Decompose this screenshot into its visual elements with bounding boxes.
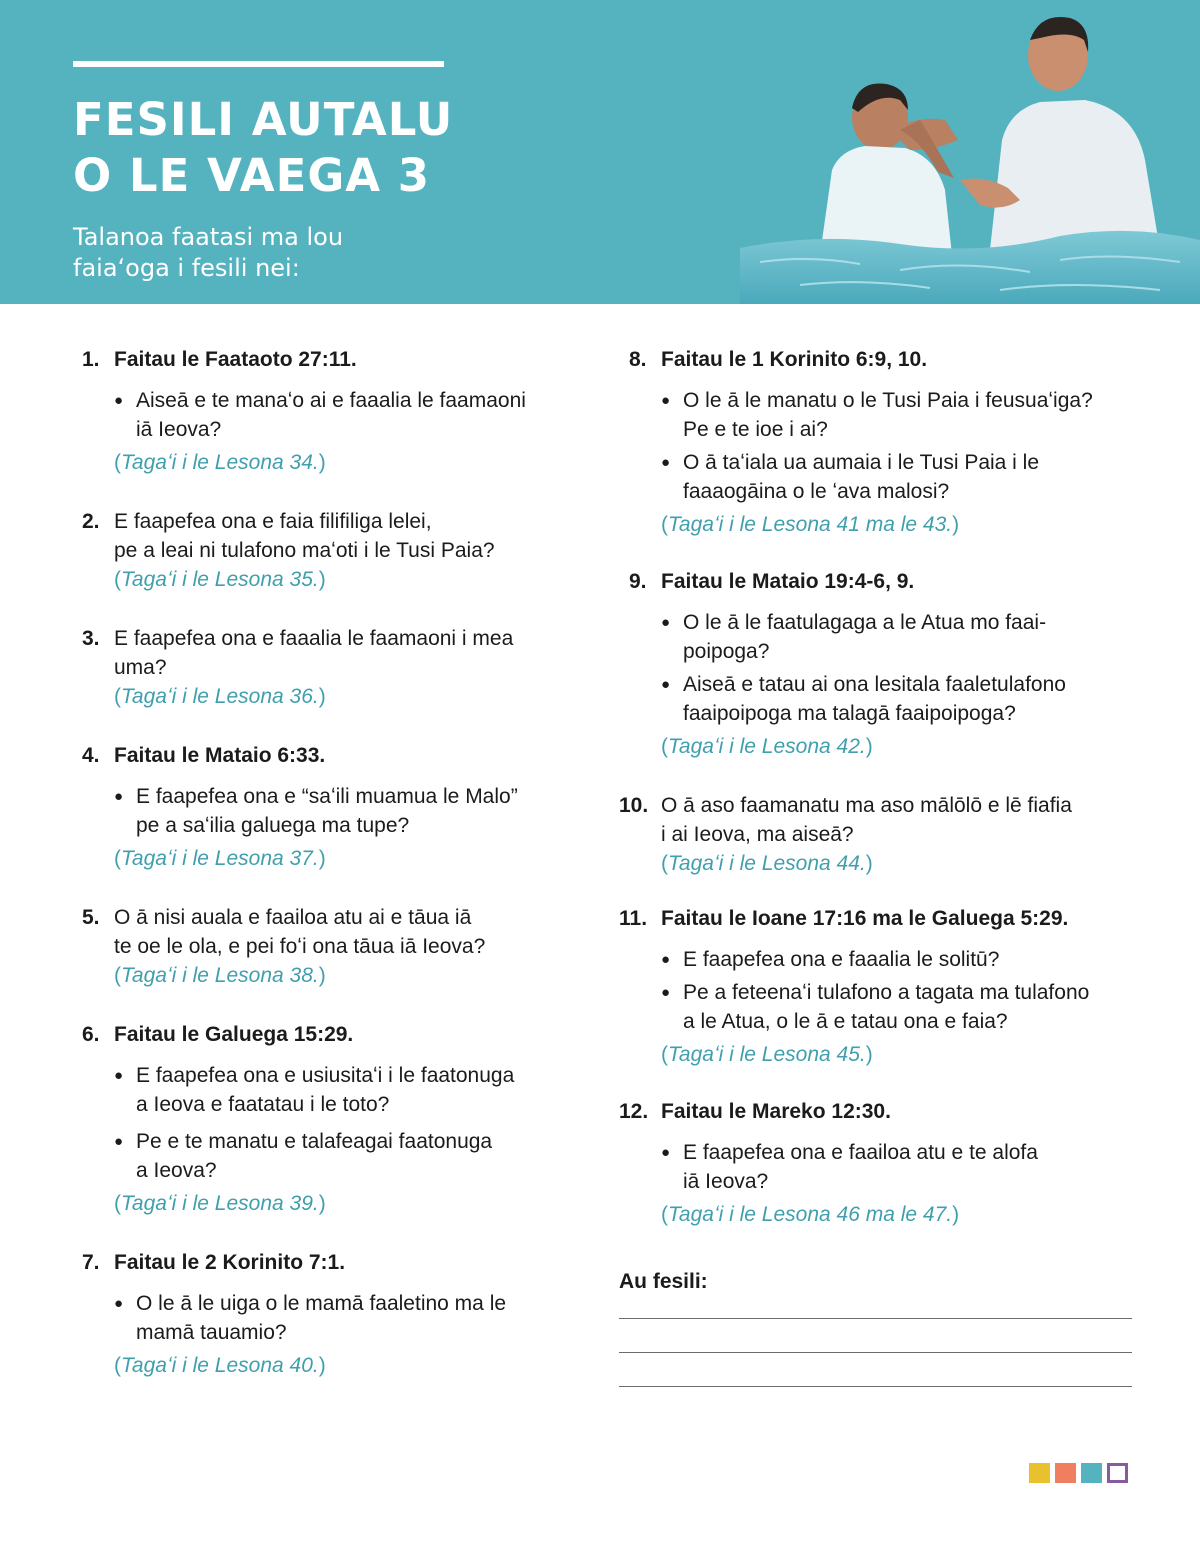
- bullet-item: ● O le ā le faatulagaga a le Atua mo faai- poipoga?: [661, 611, 1047, 663]
- bullet-item: ● E faapefea ona e “saʻili muamua le Malo” pe a saʻilia galuega ma tupe?: [114, 785, 518, 837]
- answer-line[interactable]: [619, 1352, 1132, 1353]
- lesson-reference: (Tagaʻi i le Lesona 44.): [661, 852, 873, 875]
- teal-square: [1081, 1463, 1102, 1483]
- lesson-reference: (Tagaʻi i le Lesona 45.): [661, 1043, 873, 1066]
- question-4: 4. Faitau le Mataio 6:33. ● E faapefea ona e “saʻili muamua le Malo” pe a saʻilia galuega ma tupe? (Tagaʻi i le Lesona 37.): [82, 741, 572, 873]
- lesson-reference: (Tagaʻi i le Lesona 41 ma le 43.): [661, 513, 960, 536]
- bullet-item: ● E faapefea ona e usiusitaʻi i le faatonuga a Ieova e faatatau i le toto?: [114, 1064, 515, 1116]
- color-squares: [1029, 1463, 1128, 1483]
- answer-line[interactable]: [619, 1386, 1132, 1387]
- question-12: 12. Faitau le Mareko 12:30. ● E faapefea ona e faailoa atu e te alofa iā Ieova? (Tagaʻi i le Lesona 46 ma le 47.): [619, 1097, 1139, 1229]
- bullet-item: ● Aiseā e te manaʻo ai e faaalia le faamaoni iā Ieova?: [114, 389, 526, 441]
- yellow-square: [1029, 1463, 1050, 1483]
- question-5: 5. O ā nisi auala e faailoa atu ai e tāua iā te oe le ola, e pei foʻi ona tāua iā Ieova? (Tagaʻi i le Lesona 38.): [82, 903, 572, 990]
- question-6: 6. Faitau le Galuega 15:29. ● E faapefea ona e usiusitaʻi i le faatonuga a Ieova e faatatau i le toto? ● Pe e te manatu e talafeagai faatonuga a Ieova? (Tagaʻi i le Lesona 39.): [82, 1020, 572, 1218]
- lesson-reference: (Tagaʻi i le Lesona 42.): [661, 735, 873, 758]
- header-rule: [73, 61, 444, 67]
- bullet-item: ● Pe a feteenaʻi tulafono a tagata ma tulafono a le Atua, o le ā e tatau ona e faia?: [661, 981, 1090, 1033]
- lesson-reference: (Tagaʻi i le Lesona 38.): [114, 964, 326, 987]
- your-questions-label: Au fesili:: [619, 1270, 708, 1293]
- lesson-reference: (Tagaʻi i le Lesona 40.): [114, 1354, 326, 1377]
- question-10: 10. O ā aso faamanatu ma aso mālōlō e lē fiafia i ai Ieova, ma aiseā? (Tagaʻi i le Lesona 44.): [619, 791, 1139, 878]
- question-1: 1. Faitau le Faataoto 27:11. ● Aiseā e te manaʻo ai e faaalia le faamaoni iā Ieova? (Tagaʻi i le Lesona 34.): [82, 345, 572, 477]
- question-2: 2. E faapefea ona e faia filifiliga lelei, pe a leai ni tulafono maʻoti i le Tusi Paia? (Tagaʻi i le Lesona 35.): [82, 507, 572, 594]
- outlined-square: [1107, 1463, 1128, 1483]
- lesson-reference: (Tagaʻi i le Lesona 34.): [114, 451, 326, 474]
- baptism-illustration: [740, 0, 1200, 304]
- bullet-item: ● E faapefea ona e faaalia le solitū?: [661, 948, 1000, 971]
- lesson-reference: (Tagaʻi i le Lesona 39.): [114, 1192, 326, 1215]
- bullet-item: ● O le ā le uiga o le mamā faaletino ma le mamā tauamio?: [114, 1292, 507, 1344]
- question-11: 11. Faitau le Ioane 17:16 ma le Galuega 5:29. ● E faapefea ona e faaalia le solitū? ● Pe a feteenaʻi tulafono a tagata ma tulafono a le Atua, o le ā e tatau ona e faia? (Tagaʻi i le Lesona 45.): [619, 904, 1139, 1069]
- bullet-item: ● Pe e te manatu e talafeagai faatonuga a Ieova?: [114, 1130, 493, 1182]
- lesson-reference: (Tagaʻi i le Lesona 37.): [114, 847, 326, 870]
- answer-line[interactable]: [619, 1318, 1132, 1319]
- bullet-item: ● E faapefea ona e faailoa atu e te alofa iā Ieova?: [661, 1141, 1038, 1193]
- your-questions-section: [619, 1267, 1139, 1387]
- page-title: FESILI AUTALU O LE VAEGA 3: [73, 93, 454, 202]
- question-8: 8. Faitau le 1 Korinito 6:9, 10. ● O le ā le manatu o le Tusi Paia i feusuaʻiga? Pe e te ioe i ai? ● O ā taʻiala ua aumaia i le Tusi Paia i le faaaogāina o le ʻava malosi? (Tagaʻi i le Lesona 41 ma le 43.): [619, 345, 1139, 539]
- lesson-reference: (Tagaʻi i le Lesona 36.): [114, 685, 326, 708]
- bullet-item: ● O le ā le manatu o le Tusi Paia i feusuaʻiga? Pe e te ioe i ai?: [661, 389, 1093, 441]
- page-subtitle: Talanoa faatasi ma lou faiaʻoga i fesili nei:: [73, 223, 344, 282]
- lesson-reference: (Tagaʻi i le Lesona 46 ma le 47.): [661, 1203, 960, 1226]
- lesson-reference: (Tagaʻi i le Lesona 35.): [114, 568, 326, 591]
- header-banner: [0, 0, 1200, 304]
- questions-left-column: [82, 340, 572, 1380]
- question-7: 7. Faitau le 2 Korinito 7:1. ● O le ā le uiga o le mamā faaletino ma le mamā tauamio? (Tagaʻi i le Lesona 40.): [82, 1248, 572, 1380]
- questions-right-column: [619, 340, 1139, 1387]
- bullet-item: ● O ā taʻiala ua aumaia i le Tusi Paia i le faaaogāina o le ʻava malosi?: [661, 451, 1040, 503]
- bullet-item: ● Aiseā e tatau ai ona lesitala faaletulafono faaipoipoga ma talagā faaipoipoga?: [661, 673, 1066, 725]
- question-9: 9. Faitau le Mataio 19:4-6, 9. ● O le ā le faatulagaga a le Atua mo faai- poipoga? ● Aiseā e tatau ai ona lesitala faaletulafono faaipoipoga ma talagā faaipoipoga? (Tagaʻi i le Lesona 42.): [619, 567, 1139, 761]
- orange-square: [1055, 1463, 1076, 1483]
- question-3: 3. E faapefea ona e faaalia le faamaoni i mea uma? (Tagaʻi i le Lesona 36.): [82, 624, 572, 711]
